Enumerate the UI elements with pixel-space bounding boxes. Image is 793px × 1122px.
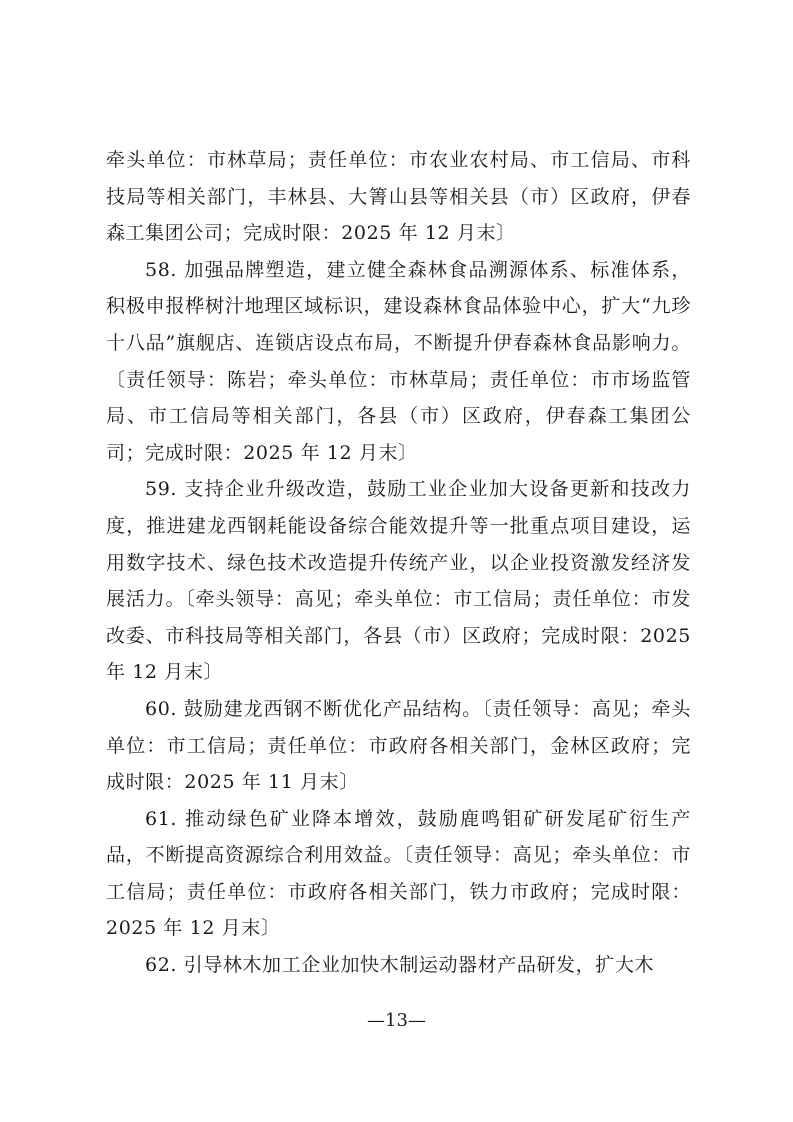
page-number: —13— — [367, 1010, 426, 1031]
paragraph-item-62: 62. 引导林木加工企业加快木制运动器材产品研发，扩大木 — [145, 954, 655, 977]
paragraph-item-60: 60. 鼓励建龙西钢不断优化产品结构。〔责任领导：高见；牵头单位：市工信局；责任单位：市政府各相关部门，金林区政府；完成时限：2025 年 11 月末〕 — [106, 697, 691, 794]
paragraph-item-61: 61. 推动绿色矿业降本增效，鼓励鹿鸣钼矿研发尾矿衍生产品，不断提高资源综合利用效益。〔责任领导：高见；牵头单位：市工信局；责任单位：市政府各相关部门，铁力市政府；完成时限：2025 年 12 月末〕 — [106, 807, 691, 940]
paragraph-item-59: 59. 支持企业升级改造，鼓励工业企业加大设备更新和技改力度，推进建龙西钢耗能设备综合能效提升等一批重点项目建设，运用数字技术、绿色技术改造提升传统产业，以企业投资激发经济发展活力。〔牵头领导：高见；牵头单位：市工信局；责任单位：市发改委、市科技局等相关部门，各县（市）区政府；完成时限：2025 年 12 月末〕 — [106, 478, 691, 684]
document-body — [106, 142, 691, 984]
paragraph-item-58: 58. 加强品牌塑造，建立健全森林食品溯源体系、标准体系，积极申报桦树汁地理区域标识，建设森林食品体验中心，扩大“九珍十八品”旗舰店、连锁店设点布局，不断提升伊春森林食品影响力。〔责任领导：陈岩；牵头单位：市林草局；责任单位：市市场监管局、市工信局等相关部门，各县（市）区政府，伊春森工集团公司；完成时限：2025 年 12 月末〕 — [106, 258, 691, 464]
paragraph-continued: 牵头单位：市林草局；责任单位：市农业农村局、市工信局、市科技局等相关部门，丰林县、大箐山县等相关县（市）区政府，伊春森工集团公司；完成时限：2025 年 12 月末〕 — [106, 149, 691, 245]
